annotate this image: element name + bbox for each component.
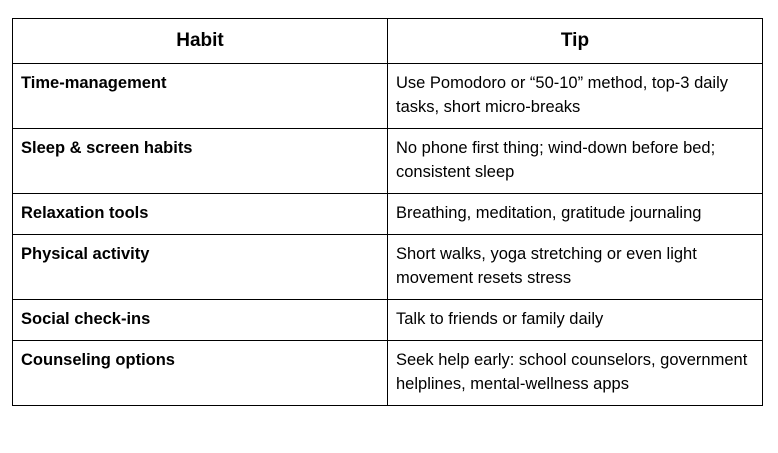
habit-cell: Counseling options <box>13 341 388 406</box>
column-header-habit: Habit <box>13 19 388 64</box>
tip-cell: Breathing, meditation, gratitude journaling <box>388 194 763 235</box>
habit-cell: Relaxation tools <box>13 194 388 235</box>
table-row <box>13 129 763 194</box>
habit-cell: Social check‑ins <box>13 300 388 341</box>
tip-cell: No phone first thing; wind‑down before bed; consistent sleep <box>388 129 763 194</box>
table-row <box>13 194 763 235</box>
table-row <box>13 300 763 341</box>
tip-cell: Short walks, yoga stretching or even light movement resets stress <box>388 235 763 300</box>
tip-cell: Use Pomodoro or “50‑10” method, top‑3 daily tasks, short micro‑breaks <box>388 64 763 129</box>
table-header-row <box>13 19 763 64</box>
habit-cell: Time‑management <box>13 64 388 129</box>
table-row <box>13 235 763 300</box>
column-header-tip: Tip <box>388 19 763 64</box>
habit-cell: Physical activity <box>13 235 388 300</box>
habits-table <box>12 18 763 406</box>
table-row <box>13 64 763 129</box>
tip-cell: Talk to friends or family daily <box>388 300 763 341</box>
tip-cell: Seek help early: school counselors, government helplines, mental‑wellness apps <box>388 341 763 406</box>
habit-cell: Sleep & screen habits <box>13 129 388 194</box>
table-row <box>13 341 763 406</box>
